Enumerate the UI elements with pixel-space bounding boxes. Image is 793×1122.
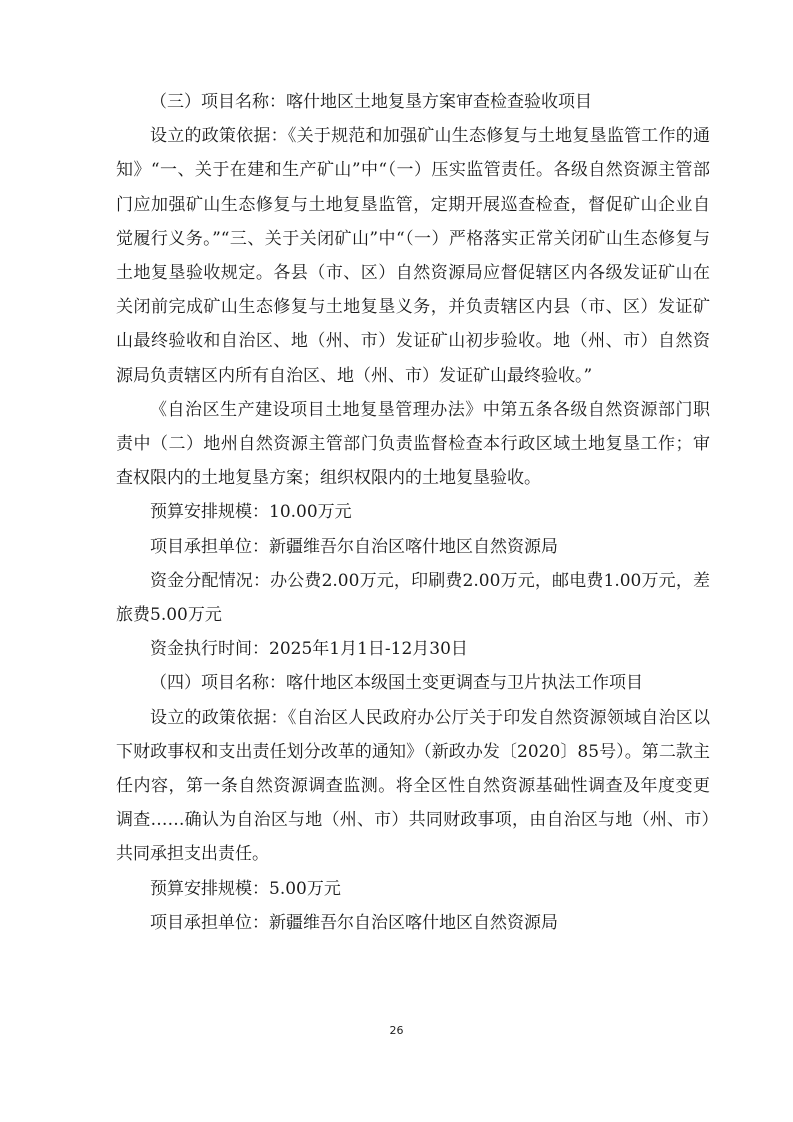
section-3-responsible-unit: 项目承担单位：新疆维吾尔自治区喀什地区自然资源局 xyxy=(150,536,558,557)
section-3-project-title: （三）项目名称：喀什地区土地复垦方案审查检查验收项目 xyxy=(150,92,592,112)
document-body xyxy=(116,85,710,940)
page-number: 26 xyxy=(389,1024,404,1037)
section-4-responsible-unit: 项目承担单位：新疆维吾尔自治区喀什地区自然资源局 xyxy=(150,912,558,933)
section-3-budget-scale: 预算安排规模：10.00万元 xyxy=(150,502,352,523)
section-3-fund-allocation: 资金分配情况：办公费2.00万元，印刷费2.00万元，邮电费1.00万元，差旅费5.00万元 xyxy=(116,570,710,626)
section-3-execution-period: 资金执行时间：2025年1月1日-12月30日 xyxy=(150,639,468,660)
section-3-regulation-clause: 《自治区生产建设项目土地复垦管理办法》中第五条各级自然资源部门职责中（二）地州自然资源主管部门负责监督检查本行政区域土地复垦工作；审查权限内的土地复垦方案；组织权限内的土地复垦验收。 xyxy=(116,399,710,489)
section-4-project-title: （四）项目名称：喀什地区本级国土变更调查与卫片执法工作项目 xyxy=(150,673,643,694)
section-4-policy-basis: 设立的政策依据：《自治区人民政府办公厅关于印发自然资源领域自治区以下财政事权和支出责任划分改革的通知》（新政办发〔2020〕85号）。第二款主任内容，第一条自然资源调查监测。将全区性自然资源基础性调查及年度变更调查……确认为自治区与地（州、市）共同财政事项，由自治区与地（州、市）共同承担支出责任。 xyxy=(116,707,710,865)
section-3-policy-basis: 设立的政策依据：《关于规范和加强矿山生态修复与土地复垦监管工作的通知》“一、关于在建和生产矿山”中“（一）压实监管责任。各级自然资源主管部门应加强矿山生态修复与土地复垦监管，定期开展巡查检查，督促矿山企业自觉履行义务。”“三、关于关闭矿山”中“（一）严格落实正常关闭矿山生态修复与土地复垦验收规定。各县（市、区）自然资源局应督促辖区内各级发证矿山在关闭前完成矿山生态修复与土地复垦义务，并负责辖区内县（市、区）发证矿山最终验收和自治区、地（州、市）发证矿山初步验收。地（州、市）自然资源局负责辖区内所有自治区、地（州、市）发证矿山最终验收。” xyxy=(116,126,710,386)
section-4-budget-scale: 预算安排规模：5.00万元 xyxy=(150,878,341,899)
